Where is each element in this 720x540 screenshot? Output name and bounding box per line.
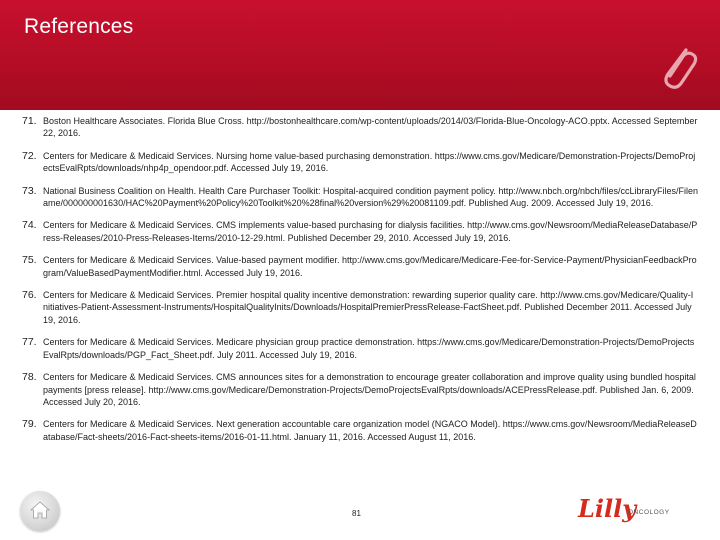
reference-number: 76. bbox=[22, 289, 37, 302]
reference-text: National Business Coalition on Health. Health Care Purchaser Toolkit: Hospital-acquired condition payment policy. http://www.nbch.org/nbch/files/ccLibraryFiles/Filename/000000001630/HAC%20Payment%20Policy%20Toolkit%20%28final%20version%29%20081109.pdf. Published Aug. 2009. Accessed July 19, 2016. bbox=[43, 185, 698, 209]
reference-text: Centers for Medicare & Medicaid Services. Nursing home value-based purchasing demonstration. https://www.cms.gov/Medicare/Demonstration-Projects/DemoProjectsEvalRpts/downloads/nhp4p_opendoor.pdf. Accessed July 19, 2016. bbox=[43, 150, 696, 174]
logo-subtitle: ONCOLOGY bbox=[628, 509, 670, 516]
reference-text: Centers for Medicare & Medicaid Services. Value-based payment modifier. http://www.cms.gov/Medicare/Medicare-Fee-for-Service-Payment/PhysicianFeedbackProgram/ValueBasedPaymentModifier.html. Accessed July 19, 2016. bbox=[43, 255, 697, 278]
reference-item bbox=[22, 115, 698, 140]
reference-number: 73. bbox=[22, 184, 37, 197]
reference-number: 77. bbox=[22, 336, 37, 349]
reference-item bbox=[22, 219, 698, 244]
home-button[interactable] bbox=[20, 491, 60, 531]
page-title: References bbox=[24, 15, 134, 38]
reference-item bbox=[22, 150, 698, 175]
reference-number: 71. bbox=[22, 115, 37, 127]
reference-item bbox=[22, 336, 698, 361]
reference-item bbox=[22, 418, 698, 443]
reference-item bbox=[22, 185, 698, 210]
reference-text: Centers for Medicare & Medicaid Services. Premier hospital quality incentive demonstration: rewarding superior quality care. http://www.cms.gov/Medicare/Quality-Initiatives-Patient-Assessment-Instruments/HospitalQualityInits/Downloads/HospitalPremierPressRelease-FactSheet.pdf. Published December 2011. Accessed July 19, 2016. bbox=[43, 290, 694, 325]
reference-text: Centers for Medicare & Medicaid Services. Medicare physician group practice demonstration. https://www.cms.gov/Medicare/Demonstration-Projects/DemoProjectsEvalRpts/downloads/PGP_Fact_Sheet.pdf. July 2011. Accessed July 19, 2016. bbox=[43, 337, 695, 360]
reference-text: Centers for Medicare & Medicaid Services. CMS announces sites for a demonstration to encourage greater collaboration and improve quality using bundled hospital payments [press release]. http://www.cms.gov/Medicare/Demonstration-Projects/DemoProjectsEvalRpts/downloads/ACEPressRelease.pdf. Published Jan. 6, 2009. Accessed July 20, 2016. bbox=[43, 372, 696, 407]
logo-wordmark: Lilly bbox=[578, 494, 637, 523]
reference-text: Boston Healthcare Associates. Florida Blue Cross. http://bostonhealthcare.com/wp-content/uploads/2014/03/Florida-Blue-Oncology-ACO.pptx. Accessed September 22, 2016. bbox=[43, 116, 698, 139]
reference-number: 74. bbox=[22, 219, 37, 232]
page-number: 81 bbox=[352, 509, 361, 518]
reference-text: Centers for Medicare & Medicaid Services. CMS implements value-based purchasing for dialysis facilities. http://www.cms.gov/Newsroom/MediaReleaseDatabase/Press-Releases/2010-Press-Releases-Items/2010-12-29.html. Published December 29, 2010. Accessed July 19, 2016. bbox=[43, 220, 698, 243]
header-banner bbox=[0, 0, 720, 110]
paperclip-icon bbox=[656, 44, 700, 96]
reference-text: Centers for Medicare & Medicaid Services. Next generation accountable care organization model (NGACO Model). https://www.cms.gov/Newsroom/MediaReleaseDatabase/Fact-sheets/2016-Fact-sheets-items/2016-01-11.html. January 11, 2016. Accessed August 11, 2016. bbox=[43, 419, 697, 442]
reference-item bbox=[22, 254, 698, 279]
reference-number: 79. bbox=[22, 418, 37, 431]
lilly-oncology-logo bbox=[578, 494, 678, 526]
reference-item bbox=[22, 371, 698, 408]
reference-number: 75. bbox=[22, 254, 37, 267]
reference-item bbox=[22, 289, 698, 326]
reference-number: 78. bbox=[22, 371, 37, 384]
home-icon bbox=[29, 499, 51, 521]
reference-list bbox=[22, 115, 698, 453]
reference-number: 72. bbox=[22, 149, 37, 162]
